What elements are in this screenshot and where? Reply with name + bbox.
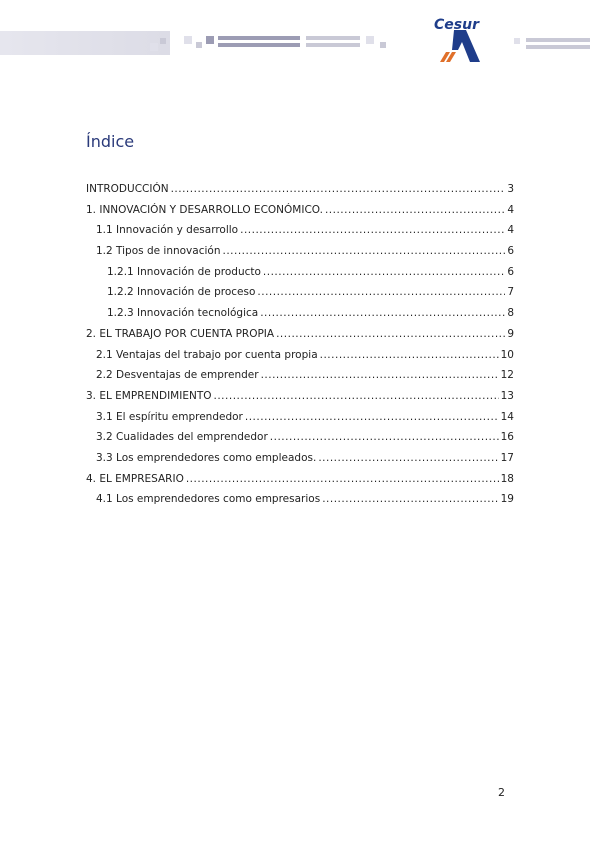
toc-entry-label: 3.3 Los emprendedores como empleados. [96,451,317,464]
header-band [0,31,170,55]
toc-entry-page: 3 [507,183,514,195]
logo-a-shape [452,30,480,62]
toc-entry-page: 10 [500,348,514,361]
toc-leader-dots [325,200,505,221]
toc-entry[interactable] [86,303,514,324]
cesur-logo [432,10,482,62]
toc-entry-page: 4 [507,224,514,237]
toc-entry[interactable] [86,448,514,469]
toc-entry[interactable] [86,200,514,221]
toc-leader-dots [320,345,499,366]
toc-leader-dots [240,220,505,241]
header-deco [184,36,192,44]
table-of-contents [86,179,514,510]
toc-entry[interactable] [86,282,514,303]
toc-entry-page: 16 [500,431,514,444]
toc-entry-label: 3. EL EMPRENDIMIENTO [86,389,212,402]
toc-entry-page: 13 [500,389,514,402]
toc-entry[interactable] [86,345,514,366]
toc-leader-dots [171,179,506,200]
toc-leader-dots [276,324,505,345]
toc-entry-label: 4.1 Los emprendedores como empresarios [96,493,321,506]
toc-entry-page: 6 [507,265,514,278]
toc-leader-dots [257,282,505,303]
toc-leader-dots [214,386,499,407]
toc-entry-label: 1.2 Tipos de innovación [96,245,221,258]
toc-entry-page: 12 [500,369,514,382]
toc-leader-dots [245,407,499,428]
header-deco [366,36,374,44]
toc-entry[interactable] [86,489,514,510]
toc-entry-label: 4. EL EMPRESARIO [86,472,184,485]
toc-entry-page: 14 [500,410,514,423]
toc-entry-label: 1. INNOVACIÓN Y DESARROLLO ECONÓMICO. [86,203,323,216]
toc-leader-dots [318,448,498,469]
toc-leader-dots [322,489,498,510]
header-deco [218,36,300,40]
toc-leader-dots [186,469,499,490]
header-deco [306,43,360,47]
toc-entry-page: 19 [500,493,514,506]
toc-entry-page: 17 [500,451,514,464]
toc-entry-label: 2.1 Ventajas del trabajo por cuenta propia [96,348,318,361]
toc-entry[interactable] [86,262,514,283]
toc-entry-label: 1.2.1 Innovación de producto [107,265,261,278]
header-deco [160,38,166,44]
header-deco [380,42,386,48]
toc-entry-page: 6 [507,245,514,258]
toc-entry-page: 9 [507,327,514,340]
toc-leader-dots [222,241,505,262]
header-deco [206,36,214,44]
toc-entry-page: 4 [507,203,514,216]
toc-entry-page: 18 [500,472,514,485]
header-deco [196,42,202,48]
header-deco [150,43,158,51]
toc-entry-label: 1.2.2 Innovación de proceso [107,286,256,299]
toc-entry-label: 2.2 Desventajas de emprender [96,369,259,382]
toc-entry[interactable] [86,427,514,448]
header-deco [526,38,590,42]
page-header [0,0,600,70]
toc-entry-page: 7 [507,286,514,299]
toc-entry[interactable] [86,365,514,386]
header-deco [526,45,590,49]
page-number: 2 [498,786,505,799]
toc-entry-label: 1.2.3 Innovación tecnológica [107,307,259,320]
toc-entry-label: 2. EL TRABAJO POR CUENTA PROPIA [86,327,275,340]
toc-entry-label: 1.1 Innovación y desarrollo [96,224,239,237]
toc-entry-page: 8 [507,307,514,320]
toc-entry-label: 3.1 El espíritu emprendedor [96,410,243,423]
header-deco [514,38,520,44]
toc-entry[interactable] [86,220,514,241]
header-deco [218,43,300,47]
toc-leader-dots [270,427,499,448]
toc-entry[interactable] [86,469,514,490]
logo-text: Cesur [434,17,479,33]
toc-leader-dots [260,303,505,324]
toc-leader-dots [261,365,499,386]
toc-entry[interactable] [86,179,514,200]
page-title: Índice [86,132,135,151]
toc-leader-dots [263,262,505,283]
toc-entry[interactable] [86,386,514,407]
header-deco [306,36,360,40]
toc-entry[interactable] [86,241,514,262]
toc-entry[interactable] [86,324,514,345]
toc-entry-label: 3.2 Cualidades del emprendedor [96,431,268,444]
toc-entry[interactable] [86,407,514,428]
toc-entry-label: INTRODUCCIÓN [86,183,169,195]
